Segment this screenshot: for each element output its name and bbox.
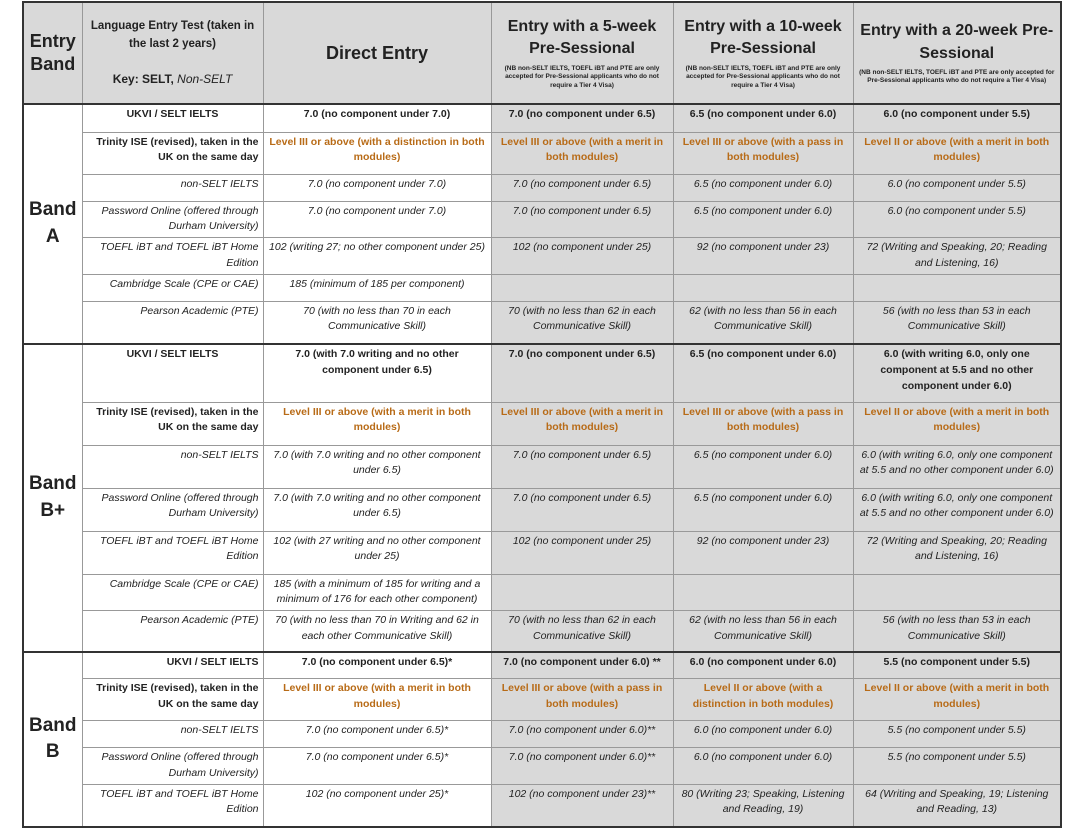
table-row: [23, 531, 1061, 574]
entry-20week-cell: 6.0 (no component under 5.5): [853, 104, 1061, 132]
test-name: TOEFL iBT and TOEFL iBT Home Edition: [82, 531, 263, 574]
entry-20week-cell: 6.0 (with writing 6.0, only one component at 5.5 and no other component under 6.0): [853, 344, 1061, 402]
entry-20week-title: Entry with a 20-week Pre-Sessional: [860, 22, 1054, 62]
entry-20week-cell: [853, 274, 1061, 301]
direct-entry-cell: 7.0 (no component under 6.5)*: [263, 748, 491, 785]
entry-10week-header: [673, 2, 853, 104]
table-row: [23, 274, 1061, 301]
entry-10week-title: Entry with a 10-week Pre-Sessional: [684, 17, 842, 58]
test-name: Trinity ISE (revised), taken in the UK on the same day: [82, 679, 263, 721]
entry-5week-cell: 70 (with no less than 62 in each Communicative Skill): [491, 611, 673, 652]
entry-10week-cell: 92 (no component under 23): [673, 238, 853, 275]
entry-10week-cell: Level III or above (with a pass in both modules): [673, 402, 853, 445]
entry-5week-note: (NB non-SELT IELTS, TOEFL iBT and PTE are only accepted for Pre-Sessional applicants who do not require a Tier 4 Visa): [504, 64, 660, 89]
test-name: TOEFL iBT and TOEFL iBT Home Edition: [82, 784, 263, 827]
test-name: UKVI / SELT IELTS: [82, 652, 263, 679]
test-name: Password Online (offered through Durham University): [82, 488, 263, 531]
header-row: [23, 2, 1061, 104]
table-row: [23, 301, 1061, 344]
test-name: Password Online (offered through Durham University): [82, 201, 263, 238]
direct-entry-cell: 70 (with no less than 70 in Writing and 62 in each other Communicative Skill): [263, 611, 491, 652]
direct-entry-cell: 102 (no component under 25)*: [263, 784, 491, 827]
table-row: [23, 132, 1061, 174]
table-row: [23, 611, 1061, 652]
entry-5week-cell: 7.0 (no component under 6.5): [491, 104, 673, 132]
direct-entry-cell: Level III or above (with a merit in both modules): [263, 402, 491, 445]
entry-10week-cell: 6.5 (no component under 6.0): [673, 445, 853, 488]
entry-20week-cell: 72 (Writing and Speaking, 20; Reading and Listening, 16): [853, 238, 1061, 275]
entry-20week-note: (NB non-SELT IELTS, TOEFL iBT and PTE are only accepted for Pre-Sessional applicants who do not require a Tier 4 Visa): [859, 68, 1055, 85]
entry-5week-title: Entry with a 5-week Pre-Sessional: [507, 17, 657, 58]
direct-entry-cell: 102 (with 27 writing and no other component under 25): [263, 531, 491, 574]
entry-20week-cell: 72 (Writing and Speaking, 20; Reading and Listening, 16): [853, 531, 1061, 574]
entry-10week-cell: 6.5 (no component under 6.0): [673, 488, 853, 531]
entry-10week-cell: 6.0 (no component under 6.0): [673, 652, 853, 679]
test-name: Pearson Academic (PTE): [82, 611, 263, 652]
table-row: [23, 748, 1061, 785]
test-name: Cambridge Scale (CPE or CAE): [82, 574, 263, 611]
entry-20week-cell: 5.5 (no component under 5.5): [853, 721, 1061, 748]
entry-5week-cell: 102 (no component under 23)**: [491, 784, 673, 827]
entry-10week-cell: [673, 574, 853, 611]
entry-10week-cell: 6.5 (no component under 6.0): [673, 344, 853, 402]
test-name: non-SELT IELTS: [82, 174, 263, 201]
entry-5week-cell: 7.0 (no component under 6.0)**: [491, 721, 673, 748]
language-test-header: [82, 2, 263, 104]
table-row: [23, 104, 1061, 132]
entry-10week-cell: 92 (no component under 23): [673, 531, 853, 574]
entry-20week-cell: 64 (Writing and Speaking, 19; Listening and Reading, 13): [853, 784, 1061, 827]
table-row: [23, 402, 1061, 445]
entry-20week-cell: 6.0 (with writing 6.0, only one component at 5.5 and no other component under 6.0): [853, 488, 1061, 531]
entry-20week-cell: [853, 574, 1061, 611]
direct-entry-cell: 185 (minimum of 185 per component): [263, 274, 491, 301]
entry-5week-cell: Level III or above (with a merit in both modules): [491, 402, 673, 445]
test-name: Trinity ISE (revised), taken in the UK on the same day: [82, 402, 263, 445]
entry-5week-cell: 7.0 (no component under 6.0) **: [491, 652, 673, 679]
entry-20week-cell: 56 (with no less than 53 in each Communicative Skill): [853, 301, 1061, 344]
table-row: [23, 238, 1061, 275]
entry-20week-cell: 6.0 (no component under 5.5): [853, 174, 1061, 201]
entry-20week-cell: 6.0 (no component under 5.5): [853, 201, 1061, 238]
entry-band-header: Entry Band: [23, 2, 82, 104]
entry-10week-cell: [673, 274, 853, 301]
test-name: non-SELT IELTS: [82, 445, 263, 488]
table-row: [23, 784, 1061, 827]
direct-entry-cell: 7.0 (with 7.0 writing and no other component under 6.5): [263, 488, 491, 531]
table-row: [23, 174, 1061, 201]
test-name: non-SELT IELTS: [82, 721, 263, 748]
entry-10week-cell: 6.0 (no component under 6.0): [673, 748, 853, 785]
table-row: [23, 344, 1061, 402]
entry-5week-cell: 7.0 (no component under 6.5): [491, 201, 673, 238]
entry-5week-cell: [491, 574, 673, 611]
test-name: Password Online (offered through Durham University): [82, 748, 263, 785]
entry-20week-cell: 5.5 (no component under 5.5): [853, 748, 1061, 785]
entry-10week-cell: 6.5 (no component under 6.0): [673, 201, 853, 238]
entry-10week-cell: 6.5 (no component under 6.0): [673, 104, 853, 132]
table-row: [23, 679, 1061, 721]
entry-5week-cell: 70 (with no less than 62 in each Communicative Skill): [491, 301, 673, 344]
direct-entry-header: Direct Entry: [263, 2, 491, 104]
direct-entry-cell: 102 (writing 27; no other component under 25): [263, 238, 491, 275]
entry-20week-cell: 6.0 (with writing 6.0, only one component at 5.5 and no other component under 6.0): [853, 445, 1061, 488]
direct-entry-cell: 185 (with a minimum of 185 for writing and a minimum of 176 for each other component): [263, 574, 491, 611]
entry-10week-cell: Level III or above (with a pass in both modules): [673, 132, 853, 174]
table-body: [23, 104, 1061, 827]
direct-entry-cell: 7.0 (no component under 6.5)*: [263, 652, 491, 679]
entry-5week-cell: 7.0 (no component under 6.0)**: [491, 748, 673, 785]
entry-5week-cell: [491, 274, 673, 301]
test-name: Cambridge Scale (CPE or CAE): [82, 274, 263, 301]
entry-5week-cell: 7.0 (no component under 6.5): [491, 488, 673, 531]
direct-entry-cell: 7.0 (no component under 7.0): [263, 104, 491, 132]
entry-20week-cell: Level II or above (with a merit in both modules): [853, 402, 1061, 445]
table-row: [23, 652, 1061, 679]
entry-5week-cell: 7.0 (no component under 6.5): [491, 445, 673, 488]
entry-10week-cell: Level II or above (with a distinction in both modules): [673, 679, 853, 721]
key-nonselt: Non-SELT: [177, 71, 233, 86]
test-name: Trinity ISE (revised), taken in the UK on the same day: [82, 132, 263, 174]
table-row: [23, 201, 1061, 238]
key-selt: Key: SELT,: [112, 71, 174, 86]
band-label: Band B+: [23, 344, 82, 652]
direct-entry-cell: 7.0 (with 7.0 writing and no other component under 6.5): [263, 445, 491, 488]
entry-20week-header: [853, 2, 1061, 104]
entry-20week-cell: 56 (with no less than 53 in each Communicative Skill): [853, 611, 1061, 652]
test-name: Pearson Academic (PTE): [82, 301, 263, 344]
entry-requirements-table: [22, 1, 1062, 828]
entry-5week-cell: Level III or above (with a pass in both modules): [491, 679, 673, 721]
direct-entry-cell: 7.0 (no component under 7.0): [263, 201, 491, 238]
entry-20week-cell: Level II or above (with a merit in both modules): [853, 679, 1061, 721]
band-label: Band B: [23, 652, 82, 828]
table-row: [23, 574, 1061, 611]
direct-entry-cell: Level III or above (with a distinction in both modules): [263, 132, 491, 174]
entry-20week-cell: Level II or above (with a merit in both modules): [853, 132, 1061, 174]
entry-5week-header: [491, 2, 673, 104]
language-test-title: Language Entry Test (taken in the last 2 years): [90, 19, 255, 50]
test-name: UKVI / SELT IELTS: [82, 104, 263, 132]
direct-entry-cell: Level III or above (with a merit in both modules): [263, 679, 491, 721]
table-row: [23, 445, 1061, 488]
entry-5week-cell: 7.0 (no component under 6.5): [491, 174, 673, 201]
direct-entry-cell: 7.0 (with 7.0 writing and no other component under 6.5): [263, 344, 491, 402]
entry-10week-cell: 80 (Writing 23; Speaking, Listening and Reading, 19): [673, 784, 853, 827]
entry-10week-cell: 62 (with no less than 56 in each Communicative Skill): [673, 301, 853, 344]
entry-20week-cell: 5.5 (no component under 5.5): [853, 652, 1061, 679]
key-legend: [87, 70, 259, 89]
entry-5week-cell: 102 (no component under 25): [491, 531, 673, 574]
entry-10week-cell: 62 (with no less than 56 in each Communicative Skill): [673, 611, 853, 652]
direct-entry-cell: 7.0 (no component under 6.5)*: [263, 721, 491, 748]
entry-10week-cell: 6.0 (no component under 6.0): [673, 721, 853, 748]
test-name: UKVI / SELT IELTS: [82, 344, 263, 402]
band-label: Band A: [23, 104, 82, 344]
table-row: [23, 721, 1061, 748]
entry-5week-cell: 7.0 (no component under 6.5): [491, 344, 673, 402]
entry-10week-note: (NB non-SELT IELTS, TOEFL iBT and PTE are only accepted for Pre-Sessional applicants who do not require a Tier 4 Visa): [685, 64, 841, 89]
direct-entry-cell: 70 (with no less than 70 in each Communicative Skill): [263, 301, 491, 344]
table-row: [23, 488, 1061, 531]
test-name: TOEFL iBT and TOEFL iBT Home Edition: [82, 238, 263, 275]
entry-5week-cell: Level III or above (with a merit in both modules): [491, 132, 673, 174]
entry-5week-cell: 102 (no component under 25): [491, 238, 673, 275]
entry-10week-cell: 6.5 (no component under 6.0): [673, 174, 853, 201]
direct-entry-cell: 7.0 (no component under 7.0): [263, 174, 491, 201]
